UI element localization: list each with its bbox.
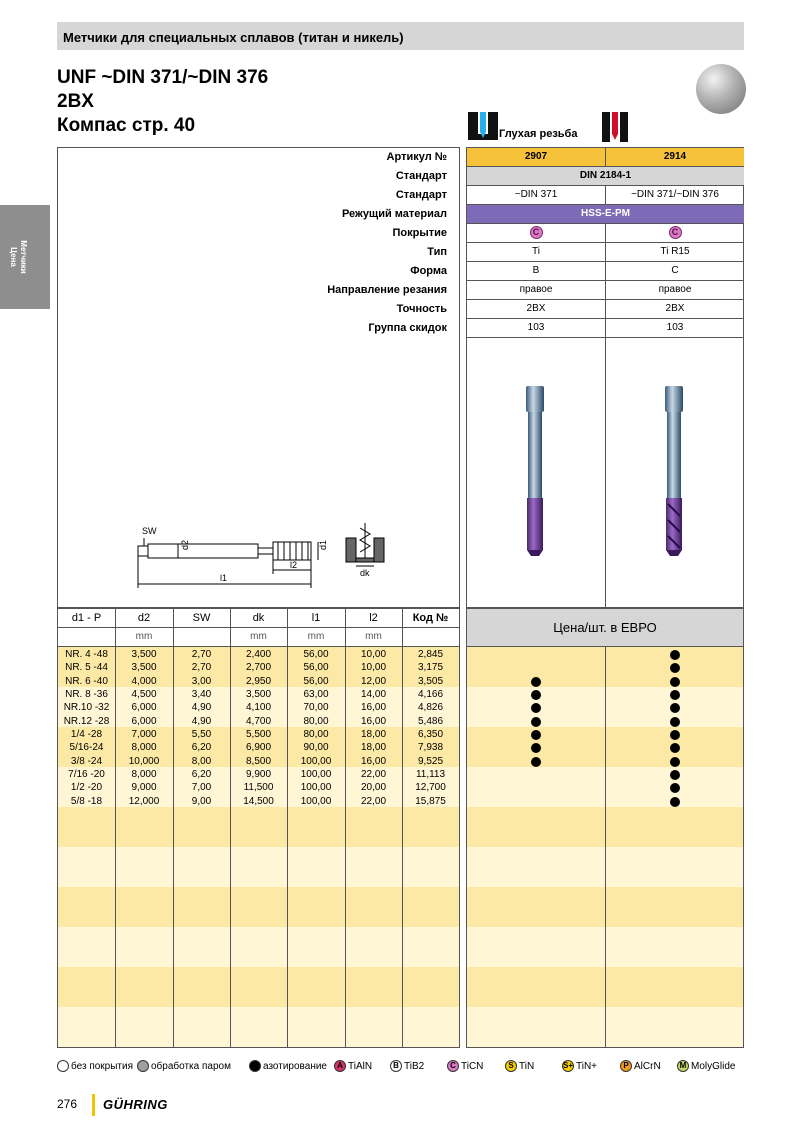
coating-icon: S (505, 1060, 517, 1072)
coating-icon (249, 1060, 261, 1072)
table-cell: 4,000 (131, 675, 157, 687)
table-cell: 4,700 (245, 715, 272, 727)
article-2914[interactable]: 2914 (606, 148, 744, 167)
stripe-band (58, 887, 459, 927)
blind-hole-icon (468, 112, 498, 144)
table-cell: 2,70 (191, 662, 212, 674)
price-table (466, 608, 744, 1048)
brand-logo: GÜHRING (103, 1097, 168, 1112)
table-cell: 8,500 (245, 755, 272, 767)
stripe-band (58, 847, 459, 887)
table-cell: 56,00 (303, 649, 329, 660)
legend-label: азотирование (263, 1060, 327, 1072)
table-cell: 12,00 (360, 675, 387, 687)
table-cell: 9,000 (131, 782, 157, 794)
side-tab[interactable] (0, 205, 50, 309)
table-cell: 2,400 (245, 649, 272, 660)
price-header: Цена/шт. в ЕВРО (467, 609, 743, 647)
coating-icon: C (447, 1060, 459, 1072)
column-header: dk (252, 612, 265, 624)
table-cell: 20,00 (360, 782, 387, 794)
ticn-coating-icon: C (669, 226, 682, 239)
table-cell: 6,000 (131, 702, 157, 714)
coating-icon (57, 1060, 69, 1072)
availability-dot[interactable] (531, 757, 541, 767)
header-divider (58, 627, 459, 628)
table-cell: 6,20 (191, 742, 212, 754)
column-unit: mm (307, 631, 325, 642)
table-cell: 4,500 (131, 689, 157, 700)
drawing-label-l1: l1 (220, 573, 228, 583)
table-cell: 3,500 (131, 662, 157, 674)
table-cell: 3,175 (417, 662, 444, 674)
table-cell: 100,00 (300, 755, 332, 767)
table-cell: 9,900 (245, 769, 272, 780)
label-tolerance: Точность (396, 303, 447, 315)
page-title (57, 66, 268, 138)
table-cell: NR. 5 -44 (65, 662, 108, 674)
coating-col2 (606, 224, 744, 243)
availability-dot[interactable] (531, 690, 541, 700)
tolerance-col2: 2BX (606, 300, 744, 319)
column-unit: mm (135, 631, 153, 642)
table-cell: 3,500 (245, 689, 272, 700)
label-discount-group: Группа скидок (368, 322, 447, 334)
availability-dot[interactable] (670, 650, 680, 660)
table-cell: 3,505 (417, 675, 444, 687)
legend-label: TiAlN (348, 1060, 373, 1072)
table-cell: 12,000 (128, 795, 160, 807)
title-line-1: UNF ~DIN 371/~DIN 376 (57, 67, 269, 88)
table-cell: 4,100 (245, 702, 272, 714)
table-cell: 4,90 (191, 715, 212, 727)
blind-hole-label: Глухая резьба (499, 128, 578, 140)
direction-col1: правое (467, 281, 605, 300)
table-cell: 9,00 (191, 795, 212, 807)
table-cell: 10,000 (128, 755, 160, 767)
table-cell: 18,00 (360, 742, 387, 754)
table-cell: 12,700 (415, 782, 446, 794)
column-header: l1 (311, 612, 321, 624)
availability-dot[interactable] (670, 797, 680, 807)
table-cell: 14,500 (243, 795, 274, 807)
column-unit: mm (365, 631, 382, 642)
drawing-label-sw: SW (142, 526, 157, 536)
table-cell: 2,70 (191, 649, 212, 660)
legend-item (57, 1060, 133, 1072)
availability-dot[interactable] (531, 730, 541, 740)
coating-legend (57, 1057, 744, 1074)
coating-icon: P (620, 1060, 632, 1072)
legend-item (677, 1060, 735, 1072)
availability-dot[interactable] (670, 770, 680, 780)
table-cell: NR. 8 -36 (65, 689, 108, 700)
table-cell: 4,90 (191, 702, 212, 714)
footer-accent-bar (92, 1094, 95, 1116)
table-cell: 14,00 (360, 689, 387, 700)
table-cell: 56,00 (303, 675, 329, 687)
table-cell: 7,000 (131, 729, 157, 740)
table-cell: 5/16-24 (69, 742, 104, 754)
side-tab-line2: Цена (9, 247, 18, 267)
direction-col2: правое (606, 281, 744, 300)
table-cell: 4,826 (417, 702, 444, 714)
table-cell: 6,900 (245, 742, 272, 754)
availability-dot[interactable] (670, 757, 680, 767)
page-number: 276 (57, 1097, 78, 1111)
column-header: d1 - P (71, 612, 102, 624)
table-cell: 63,00 (303, 689, 329, 700)
availability-dot[interactable] (531, 677, 541, 687)
table-cell: 22,00 (360, 795, 387, 807)
legend-item (137, 1060, 231, 1072)
legend-label: обработка паром (151, 1060, 231, 1072)
label-cutting-direction: Направление резания (327, 284, 447, 296)
label-article: Артикул № (386, 151, 447, 163)
table-cell: 7,938 (417, 742, 444, 754)
tap-image-2907 (523, 386, 547, 561)
table-cell: 5,486 (417, 715, 444, 727)
discount-col1: 103 (467, 319, 605, 338)
coating-icon: A (334, 1060, 346, 1072)
column-header: SW (192, 612, 211, 624)
stripe-band (58, 927, 459, 967)
size-table (57, 608, 460, 1048)
availability-dot[interactable] (531, 717, 541, 727)
stripe-band (58, 967, 459, 1007)
legend-item (334, 1060, 372, 1072)
category-title: Метчики для специальных сплавов (титан и никель) (63, 30, 404, 45)
table-cell: 9,525 (417, 755, 444, 767)
table-cell: 10,00 (360, 662, 387, 674)
table-cell: 3,40 (191, 689, 212, 700)
table-cell: 5,500 (245, 729, 272, 740)
standard-col2: ~DIN 371/~DIN 376 (606, 186, 744, 205)
stripe-band (58, 807, 459, 847)
legend-item (620, 1060, 661, 1072)
drawing-label-d2: d2 (180, 539, 191, 551)
table-cell: NR. 4 -48 (65, 649, 108, 660)
coating-icon (137, 1060, 149, 1072)
products-panel (466, 147, 744, 608)
legend-label: TiB2 (404, 1060, 425, 1072)
cutting-material: HSS-E-PM (467, 205, 744, 224)
table-cell: 4,166 (417, 689, 444, 700)
side-tab-line1: Метчики (19, 240, 28, 274)
discount-col2: 103 (606, 319, 744, 338)
table-cell: 2,950 (245, 675, 272, 687)
table-cell: 7,00 (191, 782, 212, 794)
availability-dot[interactable] (670, 717, 680, 727)
drawing-label-dk: dk (360, 568, 370, 578)
article-2907[interactable]: 2907 (467, 148, 605, 167)
table-cell: 16,00 (360, 702, 387, 714)
legend-item (390, 1060, 424, 1072)
table-cell: 3,00 (191, 675, 212, 687)
coating-icon: B (390, 1060, 402, 1072)
table-cell: 1/2 -20 (70, 782, 103, 794)
table-cell: 6,20 (191, 769, 212, 780)
legend-label: AlCrN (634, 1060, 661, 1072)
column-unit: mm (250, 631, 267, 642)
coating-col1 (467, 224, 605, 243)
label-form: Форма (410, 265, 447, 277)
standard-col1: ~DIN 371 (467, 186, 605, 205)
title-line-2: 2BX (57, 91, 94, 112)
table-cell: 11,113 (415, 769, 446, 780)
column-header: l2 (369, 612, 378, 624)
table-cell: 5/8 -18 (70, 795, 103, 807)
coating-icon: M (677, 1060, 689, 1072)
table-cell: 6,350 (417, 729, 444, 740)
through-hole-icon (602, 112, 628, 142)
label-cutting-material: Режущий материал (341, 208, 447, 220)
table-cell: 15,875 (415, 795, 446, 807)
table-cell: NR.12 -28 (63, 715, 110, 727)
table-cell: 8,000 (131, 742, 157, 754)
standard-din-2184: DIN 2184-1 (467, 167, 744, 186)
availability-dot[interactable] (670, 677, 680, 687)
form-col2: C (606, 262, 744, 281)
table-cell: 80,00 (303, 715, 329, 727)
legend-item (562, 1060, 597, 1072)
form-col1: B (467, 262, 605, 281)
table-cell: 100,00 (300, 795, 332, 807)
drawing-label-d1: d1 (318, 539, 329, 551)
table-cell: 16,00 (360, 715, 387, 727)
availability-dot[interactable] (670, 690, 680, 700)
table-cell: 3/8 -24 (70, 755, 103, 767)
table-cell: 10,00 (360, 649, 387, 660)
tolerance-col1: 2BX (467, 300, 605, 319)
table-cell: 90,00 (303, 742, 329, 754)
table-cell: 8,000 (131, 769, 157, 780)
legend-label: TiCN (461, 1060, 484, 1072)
tap-image-2914 (662, 386, 686, 561)
table-cell: 2,700 (245, 662, 272, 674)
drawing-label-l2: l2 (290, 560, 298, 570)
label-type: Тип (427, 246, 447, 258)
table-cell: 3,500 (131, 649, 157, 660)
label-standard-1: Стандарт (395, 170, 447, 182)
availability-dot[interactable] (670, 730, 680, 740)
table-cell: 80,00 (303, 729, 329, 740)
legend-label: TiN+ (576, 1060, 598, 1072)
tap-technical-drawing (128, 518, 388, 603)
coating-icon: S+ (563, 1061, 574, 1070)
type-col1: Ti (467, 243, 605, 262)
category-bar (57, 22, 744, 50)
table-cell: 18,00 (360, 729, 387, 740)
table-cell: 8,00 (191, 755, 212, 767)
table-cell: 70,00 (303, 702, 329, 714)
type-col2: Ti R15 (606, 243, 744, 262)
material-ball-icon (696, 64, 746, 114)
table-cell: 11,500 (243, 782, 274, 794)
table-cell: 2,845 (417, 649, 444, 660)
side-tab-label (8, 240, 28, 273)
label-coating: Покрытие (392, 227, 447, 239)
parameters-panel (57, 147, 460, 608)
legend-label: MolyGlide (691, 1060, 736, 1072)
table-cell: 100,00 (300, 782, 332, 794)
legend-item (447, 1060, 483, 1072)
ticn-coating-icon: C (530, 226, 543, 239)
table-cell: 16,00 (360, 755, 387, 767)
title-line-3: Компас стр. 40 (57, 115, 196, 136)
table-cell: 22,00 (360, 769, 387, 780)
legend-label: TiN (519, 1060, 535, 1072)
legend-item (505, 1060, 534, 1072)
table-cell: 56,00 (303, 662, 329, 674)
table-cell: NR. 6 -40 (65, 675, 108, 687)
stripe-band (58, 1007, 459, 1047)
table-cell: 7/16 -20 (68, 769, 105, 780)
column-header: Код № (412, 612, 449, 624)
legend-item (249, 1060, 327, 1072)
legend-label: без покрытия (71, 1060, 134, 1072)
table-cell: 6,000 (131, 715, 157, 727)
column-header: d2 (137, 612, 151, 624)
label-standard-2: Стандарт (395, 189, 447, 201)
table-cell: NR.10 -32 (63, 702, 110, 714)
table-cell: 5,50 (191, 729, 212, 740)
table-cell: 1/4 -28 (70, 729, 103, 740)
table-cell: 100,00 (300, 769, 332, 780)
